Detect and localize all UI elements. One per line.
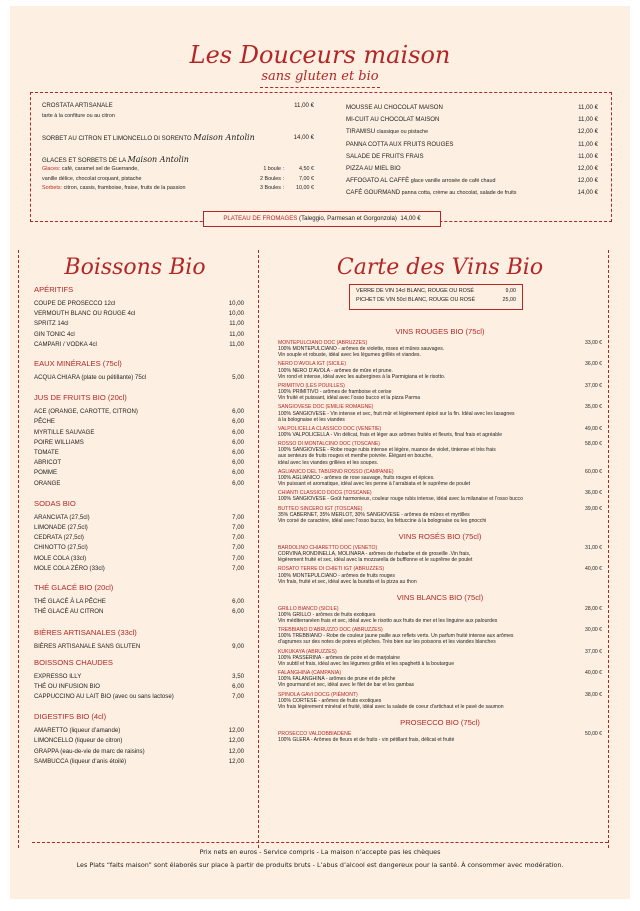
drink-name: CAPPUCCINO AU LAIT BIO (avec ou sans lactose) bbox=[34, 693, 174, 701]
dessert-name-wrap bbox=[346, 126, 428, 138]
drink-price: 10,00 bbox=[228, 300, 244, 307]
douceurs-title: Les Douceurs maison bbox=[189, 41, 451, 69]
drink-price: 7,00 bbox=[232, 534, 244, 542]
dessert-price: 11,00 € bbox=[578, 104, 598, 111]
drink-item bbox=[34, 340, 254, 350]
wine-item bbox=[278, 490, 602, 502]
glace-flavors: café, caramel sel de Guerrande, bbox=[60, 166, 139, 172]
dessert-item bbox=[42, 102, 314, 109]
drink-price: 7,00 bbox=[232, 693, 244, 701]
drink-name: GRAPPA (eau-de-vie de marc de raisins) bbox=[34, 747, 145, 755]
dessert-description: tarte à la confiture ou au citron bbox=[42, 113, 115, 119]
drink-name: THÉ GLACÉ À LA PÊCHE bbox=[34, 598, 106, 606]
wine-item bbox=[278, 426, 602, 438]
drink-item bbox=[34, 438, 254, 448]
boissons-section-title: APÉRITIFS bbox=[34, 285, 74, 294]
drink-item bbox=[34, 523, 254, 533]
wine-name: GRILLO BIANCO (SICILE) bbox=[278, 605, 339, 612]
wine-price: 38,00 € bbox=[585, 691, 602, 698]
boissons-section-title: JUS DE FRUITS BIO (20cl) bbox=[34, 393, 127, 403]
drink-item bbox=[34, 597, 254, 607]
wine-description: 100% NERO D’AVOLA - arômes de mûre et prune. bbox=[278, 367, 393, 374]
vins-title: Carte des Vins Bio bbox=[336, 255, 544, 280]
wine-description: 100% PASSERINA - arômes de poire et de marjolaine bbox=[278, 654, 400, 661]
dessert-price: 14,00 € bbox=[577, 189, 598, 197]
dessert-item bbox=[346, 114, 598, 126]
drink-price: 7,00 bbox=[232, 564, 244, 572]
wine-name: PROSECCO VALDOBBIADENE bbox=[278, 730, 352, 737]
drink-name: POIRE WILLIAMS bbox=[34, 438, 84, 446]
dessert-name-wrap bbox=[346, 139, 453, 151]
drink-item bbox=[34, 373, 254, 383]
wine-description: aux senteurs de fruits rouges et menthe poivrée. Élégant en bouche, bbox=[278, 453, 433, 460]
wine-description: 100% SANGIOVESE - Goût harmonieux, couleur rouge rubis intense, idéal avec la milanaise et l’osso bucco bbox=[278, 496, 523, 503]
wine-description: 100% GRILLO - arômes de fruits exotiques bbox=[278, 611, 376, 618]
wine-description: 100% VALPOLICELLA - Vin délicat, frais et léger aux arômes fruités et fleuris, final frais et agréable bbox=[278, 431, 503, 438]
verres-list bbox=[356, 287, 516, 305]
plateau-price: 14,00 € bbox=[400, 215, 421, 222]
drink-item bbox=[34, 642, 254, 652]
boissons-section bbox=[34, 711, 254, 767]
wine-name: CHIANTI CLASSICO DOCG (TOSCANE) bbox=[278, 490, 372, 497]
wine-price: 37,00 € bbox=[585, 648, 602, 655]
drink-name: LIMONCELLO (liqueur de citron) bbox=[34, 737, 123, 745]
glace-qty: 1 boule : bbox=[263, 166, 284, 172]
wine-price: 36,00 € bbox=[585, 361, 602, 368]
wine-price: 31,00 € bbox=[585, 544, 602, 551]
wine-name: BARDOLINO CHIARETTO DOC (VENETO) bbox=[278, 544, 378, 551]
wine-description: Vin fruité et puissant, idéal avec l’osso bucco et la pizza Parma bbox=[278, 395, 421, 402]
wine-price: 37,00 € bbox=[585, 382, 602, 389]
wine-glass-name: PICHET DE VIN 50cl BLANC, ROUGE OU ROSÉ bbox=[356, 297, 476, 303]
drink-item bbox=[34, 747, 254, 757]
drink-price: 6,00 bbox=[232, 479, 244, 487]
boissons-section-title: BIÈRES ARTISANALES (33cl) bbox=[34, 628, 137, 638]
wine-glass-name: VERRE DE VIN 14cl BLANC, ROUGE OU ROSÉ bbox=[356, 288, 475, 294]
drink-name: CAMPARI / VODKA 4cl bbox=[34, 340, 97, 348]
drink-item bbox=[34, 757, 254, 767]
drink-price: 11,00 bbox=[229, 340, 244, 348]
wine-item bbox=[278, 545, 602, 563]
glace-line bbox=[42, 184, 314, 194]
drink-price: 6,00 bbox=[232, 408, 244, 416]
footer-line-2: Les Plats “faits maison” sont élaborés sur place à partir de produits bruts - L’abus d’alcool est dangereux pour la santé. À consommer avec modération. bbox=[76, 861, 564, 869]
wine-glass-price: 25,00 bbox=[502, 297, 516, 303]
drink-name: EXPRESSO ILLY bbox=[34, 672, 82, 680]
drink-price: 12,00 bbox=[228, 737, 244, 745]
boissons-section bbox=[34, 358, 254, 383]
boissons-section-title: EAUX MINÉRALES (75cl) bbox=[34, 359, 122, 369]
wine-name: SPINOLA GAVI DOCG (PIÉMONT) bbox=[278, 691, 358, 698]
maison-antolin-label: Maison Antolin bbox=[127, 155, 189, 164]
wine-description: 100% SANGIOVESE - Vin intense et sec, fruit mûr et légèrement épicé sur la fin. Idéal avec les lasagnes bbox=[278, 410, 515, 417]
dessert-price: 12,00 € bbox=[577, 177, 598, 185]
drink-name: BIÈRES ARTISANALE SANS GLUTEN bbox=[34, 643, 141, 651]
wine-description: Vin méditerranéen frais et sec, idéal avec le risotto aux fruits de mer et les linguine aux palourdes bbox=[278, 617, 498, 624]
dessert-name: SORBET AU CITRON ET LIMONCELLO DI SORENTO bbox=[42, 135, 192, 142]
dessert-description: classique ou pistache bbox=[375, 129, 429, 136]
drink-price: 7,00 bbox=[232, 513, 244, 521]
boissons-section-title: THÉ GLACÉ BIO (20cl) bbox=[34, 583, 114, 593]
wine-price: 49,00 € bbox=[585, 425, 602, 432]
wine-description: idéal avec les viandes grillées et les soupes. bbox=[278, 459, 379, 466]
menu-page bbox=[10, 6, 630, 899]
boissons-section bbox=[34, 498, 254, 574]
left-edge-divider bbox=[18, 250, 19, 848]
wine-glass-price: 9,00 bbox=[505, 288, 516, 294]
drink-price: 10,00 bbox=[228, 310, 244, 318]
wine-description: 100% FALANGHINA - arômes de prune et de pêche bbox=[278, 676, 396, 683]
drink-name: GIN TONIC 4cl bbox=[34, 330, 75, 338]
wine-description: Vin rond et intense, idéal avec les aubergines à la Parmigiana et le risotto. bbox=[278, 373, 446, 380]
drink-item bbox=[34, 564, 254, 574]
drink-item bbox=[34, 554, 254, 564]
drink-name: VERMOUTH BLANC OU ROUGE 4cl bbox=[34, 310, 136, 318]
dessert-item bbox=[346, 187, 598, 199]
wine-price: 36,00 € bbox=[585, 490, 602, 497]
wine-name: FALANGHINA (CAMPANIA) bbox=[278, 670, 342, 677]
wine-item bbox=[278, 606, 602, 624]
dessert-name: AFFOGATO AL CAFFÈ bbox=[346, 177, 410, 185]
dessert-name: MOUSSE AU CHOCOLAT MAISON bbox=[346, 104, 443, 111]
glace-price: 10,00 € bbox=[296, 185, 314, 191]
drink-name: CEDRATA (27,5cl) bbox=[34, 534, 84, 542]
drink-name: THÉ OU INFUSION BIO bbox=[34, 682, 101, 690]
glaces-title: GLACES ET SORBETS DE LA Maison Antolin bbox=[42, 155, 189, 164]
desserts-right-column bbox=[346, 102, 598, 200]
wine-name: SANGIOVESE DOC (EMILIE ROMAGNE) bbox=[278, 404, 374, 411]
drink-item bbox=[34, 543, 254, 553]
wine-name: ROSSO DI MONTALCINO DOC (TOSCANE) bbox=[278, 441, 380, 448]
dessert-name-wrap bbox=[346, 114, 439, 126]
dessert-price: 11,00 € bbox=[294, 102, 314, 109]
drink-name: ORANGE bbox=[34, 479, 61, 487]
drink-price: 6,00 bbox=[232, 598, 244, 606]
drink-name: TOMATE bbox=[34, 449, 59, 457]
drink-item bbox=[34, 726, 254, 736]
wine-description: 100% MONTEPULCIANO - arômes de fruits rouges bbox=[278, 572, 395, 579]
dessert-price: 12,00 € bbox=[577, 165, 598, 173]
drink-name: MYRTILLE SAUVAGE bbox=[34, 428, 95, 436]
drink-price: 6,00 bbox=[232, 418, 244, 426]
drink-item bbox=[34, 479, 254, 489]
wine-item bbox=[278, 506, 602, 524]
wine-item bbox=[278, 670, 602, 688]
dessert-item bbox=[346, 102, 598, 114]
drink-name: AMARETTO (liqueur d’amande) bbox=[34, 727, 121, 735]
drink-item bbox=[34, 607, 254, 617]
drink-item bbox=[34, 309, 254, 319]
wine-item bbox=[278, 383, 602, 401]
drink-price: 6,00 bbox=[232, 469, 244, 477]
dessert-name: CROSTATA ARTISANALE bbox=[42, 102, 113, 109]
drink-name: SPRITZ 14cl bbox=[34, 320, 69, 328]
drink-item bbox=[34, 407, 254, 417]
dessert-name: PANNA COTTA AUX FRUITS ROUGES bbox=[346, 140, 454, 148]
wine-description: d’agrumes sur des notes de poires et pêches. Très bien sur les poissons et les viandes blanches bbox=[278, 639, 496, 646]
wine-name: BUTTEO SINCERO IGT (TOSCANE) bbox=[278, 505, 363, 512]
plateau-box bbox=[203, 211, 441, 227]
wine-price: 60,00 € bbox=[585, 468, 602, 475]
dessert-item bbox=[346, 151, 598, 163]
maison-antolin-label: Maison Antolin bbox=[193, 133, 255, 142]
wine-description: 100% GLERA - Arômes de fleurs et de fruits - vin pétillant frais, délicat et fruité bbox=[278, 736, 455, 743]
drink-price: 12,00 bbox=[228, 727, 244, 735]
wine-section bbox=[278, 592, 602, 710]
boissons-section-title: BOISSONS CHAUDES bbox=[34, 657, 113, 667]
drink-item bbox=[34, 682, 254, 692]
drink-price: 6,00 bbox=[232, 608, 244, 616]
drink-price: 6,00 bbox=[232, 449, 244, 457]
wine-description: Vin frais, fruité et sec, idéal avec la buratta et la pizza au thon bbox=[278, 578, 417, 585]
wine-price: 40,00 € bbox=[585, 566, 602, 573]
boissons-section-title: DIGESTIFS BIO (4cl) bbox=[34, 712, 107, 722]
boissons-title: Boissons Bio bbox=[64, 255, 206, 280]
drink-item bbox=[34, 448, 254, 458]
dessert-description: glace vanille arrosée de café chaud bbox=[409, 178, 496, 185]
wine-price: 35,00 € bbox=[585, 404, 602, 411]
dessert-name: CAFÉ GOURMAND bbox=[346, 189, 401, 197]
wine-name: ROSATO TERRE DI CHIETI IGT (ABRUZZES) bbox=[278, 566, 385, 573]
drink-name: ABRICOT bbox=[34, 459, 62, 467]
dessert-name: MI-CUIT AU CHOCOLAT MAISON bbox=[346, 116, 440, 124]
glace-text bbox=[42, 165, 244, 175]
drink-name: ACQUA CHIARA (plate ou pétillante) 75cl bbox=[34, 374, 147, 382]
glace-qty: 3 Boules : bbox=[260, 185, 284, 191]
wine-name: NERO D’AVOLA IGT (SICILE) bbox=[278, 361, 347, 368]
wine-price: 30,00 € bbox=[585, 627, 602, 634]
dessert-name-wrap bbox=[346, 102, 443, 114]
wine-description: à la bolognaise et les viandes bbox=[278, 416, 345, 423]
wine-item bbox=[278, 566, 602, 584]
wine-item bbox=[278, 627, 602, 645]
dessert-name: SALADE DE FRUITS FRAIS bbox=[346, 152, 424, 160]
drink-item bbox=[34, 319, 254, 329]
drink-item bbox=[34, 468, 254, 478]
drink-item bbox=[34, 299, 254, 309]
drink-price: 5,00 bbox=[232, 374, 244, 382]
wine-item bbox=[278, 649, 602, 667]
dessert-price: 11,00 € bbox=[578, 140, 598, 148]
glace-price: 7,00 € bbox=[299, 175, 314, 182]
wine-section-title: VINS ROUGES BIO (75cl) bbox=[395, 327, 485, 336]
wine-item bbox=[278, 361, 602, 379]
wine-description: 100% SANGIOVESE - Robe rouge rubis intense et légère, nuance de violet, tintense et très frais bbox=[278, 447, 496, 454]
drink-item bbox=[34, 417, 254, 427]
wine-description: 100% AGLIANICO - arômes de rose sauvage, fruits rouges et épices. bbox=[278, 474, 435, 481]
drink-item bbox=[34, 330, 254, 340]
wine-description: CORVINA,RONDINELLA, MOLINARA - arômes de rhubarbe et de groseille .Vin frais, bbox=[278, 551, 471, 558]
drink-item bbox=[34, 428, 254, 438]
dessert-price: 11,00 € bbox=[578, 152, 598, 160]
wine-price: 39,00 € bbox=[585, 505, 602, 512]
drink-price: 11,00 bbox=[229, 330, 244, 338]
drink-item bbox=[34, 672, 254, 682]
dessert-item bbox=[346, 139, 598, 151]
drink-item bbox=[34, 692, 254, 702]
wine-price: 28,00 € bbox=[585, 605, 602, 612]
wine-name: AGLIANICO DEL TABURNO ROSSO (CAMPANIE) bbox=[278, 468, 394, 475]
wine-description: Vin frais légèrement minéral et fruité, idéal avec la salade de coeur d’artichaut et le pavé de saumon bbox=[278, 703, 504, 710]
wine-description: légèrement fruité et sec, idéal avec la mozzarella de bufflonne et le suprême de poulet bbox=[278, 557, 473, 564]
wine-name: KUKUKAYA (ABRUZZES) bbox=[278, 648, 337, 655]
drink-name: MOLE COLA ZÉRO (33cl) bbox=[34, 564, 105, 572]
drink-name: LIMONADE (27,5cl) bbox=[34, 524, 88, 532]
drink-price: 12,00 bbox=[228, 747, 244, 755]
vins-list bbox=[278, 326, 602, 746]
boissons-section bbox=[34, 657, 254, 703]
douceurs-subtitle: sans gluten et bio bbox=[261, 69, 379, 84]
wine-name: PRIMITIVO (LES POUILLES) bbox=[278, 382, 345, 389]
wine-section-title: PROSECCO BIO (75cl) bbox=[400, 717, 480, 727]
drink-item bbox=[34, 533, 254, 543]
drink-name: ARANCIATA (27,5cl) bbox=[34, 513, 90, 521]
wine-item bbox=[278, 404, 602, 422]
drink-item bbox=[34, 736, 254, 746]
dessert-item bbox=[346, 175, 598, 187]
glace-line bbox=[42, 165, 314, 175]
drink-name: PÊCHE bbox=[34, 418, 55, 426]
dessert-price: 14,00 € bbox=[293, 134, 314, 141]
wine-description: Vin corsé de caractère, idéal avec l’osso bucco, les fettuccine à la bolognaise ou les gnocchi bbox=[278, 517, 487, 524]
wine-section bbox=[278, 531, 602, 585]
glace-flavors: vanille délice, chocolat croquant, pistache bbox=[42, 175, 142, 182]
boissons-list bbox=[34, 284, 254, 767]
dessert-name: PIZZA AU MIEL BIO bbox=[346, 165, 401, 173]
desserts-left-column bbox=[42, 102, 314, 194]
wine-item bbox=[278, 731, 602, 743]
drink-item bbox=[34, 458, 254, 468]
drink-price: 6,00 bbox=[232, 459, 244, 467]
wine-price: 58,00 € bbox=[585, 441, 602, 448]
drink-price: 6,00 bbox=[232, 682, 244, 690]
glace-qty: 2 Boules : bbox=[260, 175, 284, 182]
subtitle-underline bbox=[260, 87, 380, 88]
drink-name: MOLE COLA (33cl) bbox=[34, 554, 87, 562]
dessert-name-wrap bbox=[346, 151, 424, 163]
drink-name: CHINOTTO (27,5cl) bbox=[34, 544, 88, 552]
wine-section bbox=[278, 326, 602, 524]
wine-description: 100% PRIMITIVO - arômes de framboise et cerise bbox=[278, 389, 392, 396]
wine-item bbox=[278, 469, 602, 487]
plateau-name: PLATEAU DE FROMAGES bbox=[223, 215, 298, 222]
glace-price: 4,50 € bbox=[299, 166, 314, 172]
drink-name: COUPE DE PROSECCO 12cl bbox=[34, 300, 116, 307]
column-divider bbox=[258, 250, 259, 848]
wine-description: 100% MONTEPULCIANO - arômes de violette, roses et mûres sauvages. bbox=[278, 346, 445, 353]
wine-glass-item bbox=[356, 287, 516, 296]
glace-text bbox=[42, 184, 244, 194]
drink-name: THÉ GLACÉ AU CITRON bbox=[34, 608, 104, 616]
glace-label: Sorbets: bbox=[42, 185, 63, 191]
drink-name: SAMBUCCA (liqueur d’anis étoilé) bbox=[34, 757, 127, 765]
wine-section-title: VINS BLANCS BIO (75cl) bbox=[396, 592, 484, 602]
boissons-section bbox=[34, 582, 254, 617]
dessert-name: TIRAMISU bbox=[346, 128, 376, 136]
wine-description: 35% CABERNET, 35% MERLOT, 30% SANGIOVESE - arômes de mûres et myrtilles bbox=[278, 511, 470, 518]
drink-name: POMME bbox=[34, 469, 58, 477]
wine-section-title: VINS ROSÉS BIO (75cl) bbox=[398, 531, 482, 541]
wine-description: 100% TREBBIANO - Robe de couleur jaune paille aux reflets verts. Un parfum fruité intense aux arômes bbox=[278, 633, 514, 640]
footer-divider bbox=[32, 842, 608, 843]
boissons-section bbox=[34, 627, 254, 652]
wine-description: Vin souple et robuste, idéal avec les légumes grillés et viandes. bbox=[278, 352, 421, 359]
wine-name: VALPOLICELLA CLASSICO DOC (VENETIE) bbox=[278, 425, 382, 432]
dessert-price: 11,00 € bbox=[578, 116, 598, 124]
boissons-section bbox=[34, 392, 254, 489]
dessert-item bbox=[42, 133, 314, 142]
wine-price: 50,00 € bbox=[585, 730, 602, 737]
drink-price: 7,00 bbox=[232, 544, 244, 552]
dessert-description: panna cotta, crème au chocolat, salade de fruits bbox=[400, 190, 517, 197]
wine-description: Vin gourmand et sec, idéal avec le filet de bar et les gambas bbox=[278, 682, 415, 689]
drink-price: 12,00 bbox=[228, 757, 244, 765]
drink-price: 6,00 bbox=[232, 438, 244, 446]
boissons-section-title: SODAS BIO bbox=[34, 498, 76, 508]
wine-item bbox=[278, 692, 602, 710]
glace-line bbox=[42, 175, 314, 185]
glace-label: Glaces: bbox=[42, 166, 61, 172]
drink-price: 11,00 bbox=[229, 320, 244, 328]
drink-price: 9,00 bbox=[232, 643, 244, 651]
dessert-item bbox=[346, 126, 598, 138]
footer-line-1: Prix nets en euros - Service compris - La maison n’accepte pas les chèques bbox=[199, 848, 441, 856]
wine-item bbox=[278, 441, 602, 465]
drink-price: 3,50 bbox=[232, 672, 244, 680]
drink-price: 7,00 bbox=[232, 524, 244, 532]
drink-price: 6,00 bbox=[232, 428, 244, 436]
wine-description: 100% CORTESE - arômes de fruits exotiques bbox=[278, 697, 382, 704]
drink-name: ACE (ORANGE, CAROTTE, CITRON) bbox=[34, 408, 138, 416]
dessert-name-wrap bbox=[346, 163, 401, 175]
wine-glass-item bbox=[356, 296, 516, 305]
wine-description: Vin subtil et frais, idéal avec les légumes grillés et les spaghetti à la boutargue bbox=[278, 660, 455, 667]
dessert-item bbox=[346, 163, 598, 175]
wine-price: 33,00 € bbox=[585, 340, 602, 346]
wine-description: Vin puissant et aromatique, idéal avec les penne à l’arrabiata et le suprême de poulet bbox=[278, 481, 471, 487]
glace-flavors: citron, cassis, framboise, fraise, fruits de la passion bbox=[62, 185, 186, 191]
glaces-lines bbox=[42, 165, 314, 194]
drink-item bbox=[34, 513, 254, 523]
boissons-section bbox=[34, 284, 254, 350]
plateau-desc: (Taleggio, Parmesan et Gorgonzola) bbox=[297, 215, 397, 222]
wine-name: TREBBIANO D’ABRUZZO DOC (ABRUZZES) bbox=[278, 627, 383, 634]
wine-item bbox=[278, 340, 602, 358]
wine-section bbox=[278, 717, 602, 743]
wine-price: 40,00 € bbox=[585, 670, 602, 677]
dessert-name-wrap bbox=[346, 187, 516, 199]
wine-name: MONTEPULCIANO DOC (ABRUZZES) bbox=[278, 340, 368, 346]
drink-price: 7,00 bbox=[232, 554, 244, 562]
dessert-name-wrap bbox=[346, 175, 496, 187]
dessert-price: 12,00 € bbox=[577, 128, 598, 136]
right-edge-divider bbox=[608, 250, 609, 848]
glace-text bbox=[42, 175, 244, 185]
